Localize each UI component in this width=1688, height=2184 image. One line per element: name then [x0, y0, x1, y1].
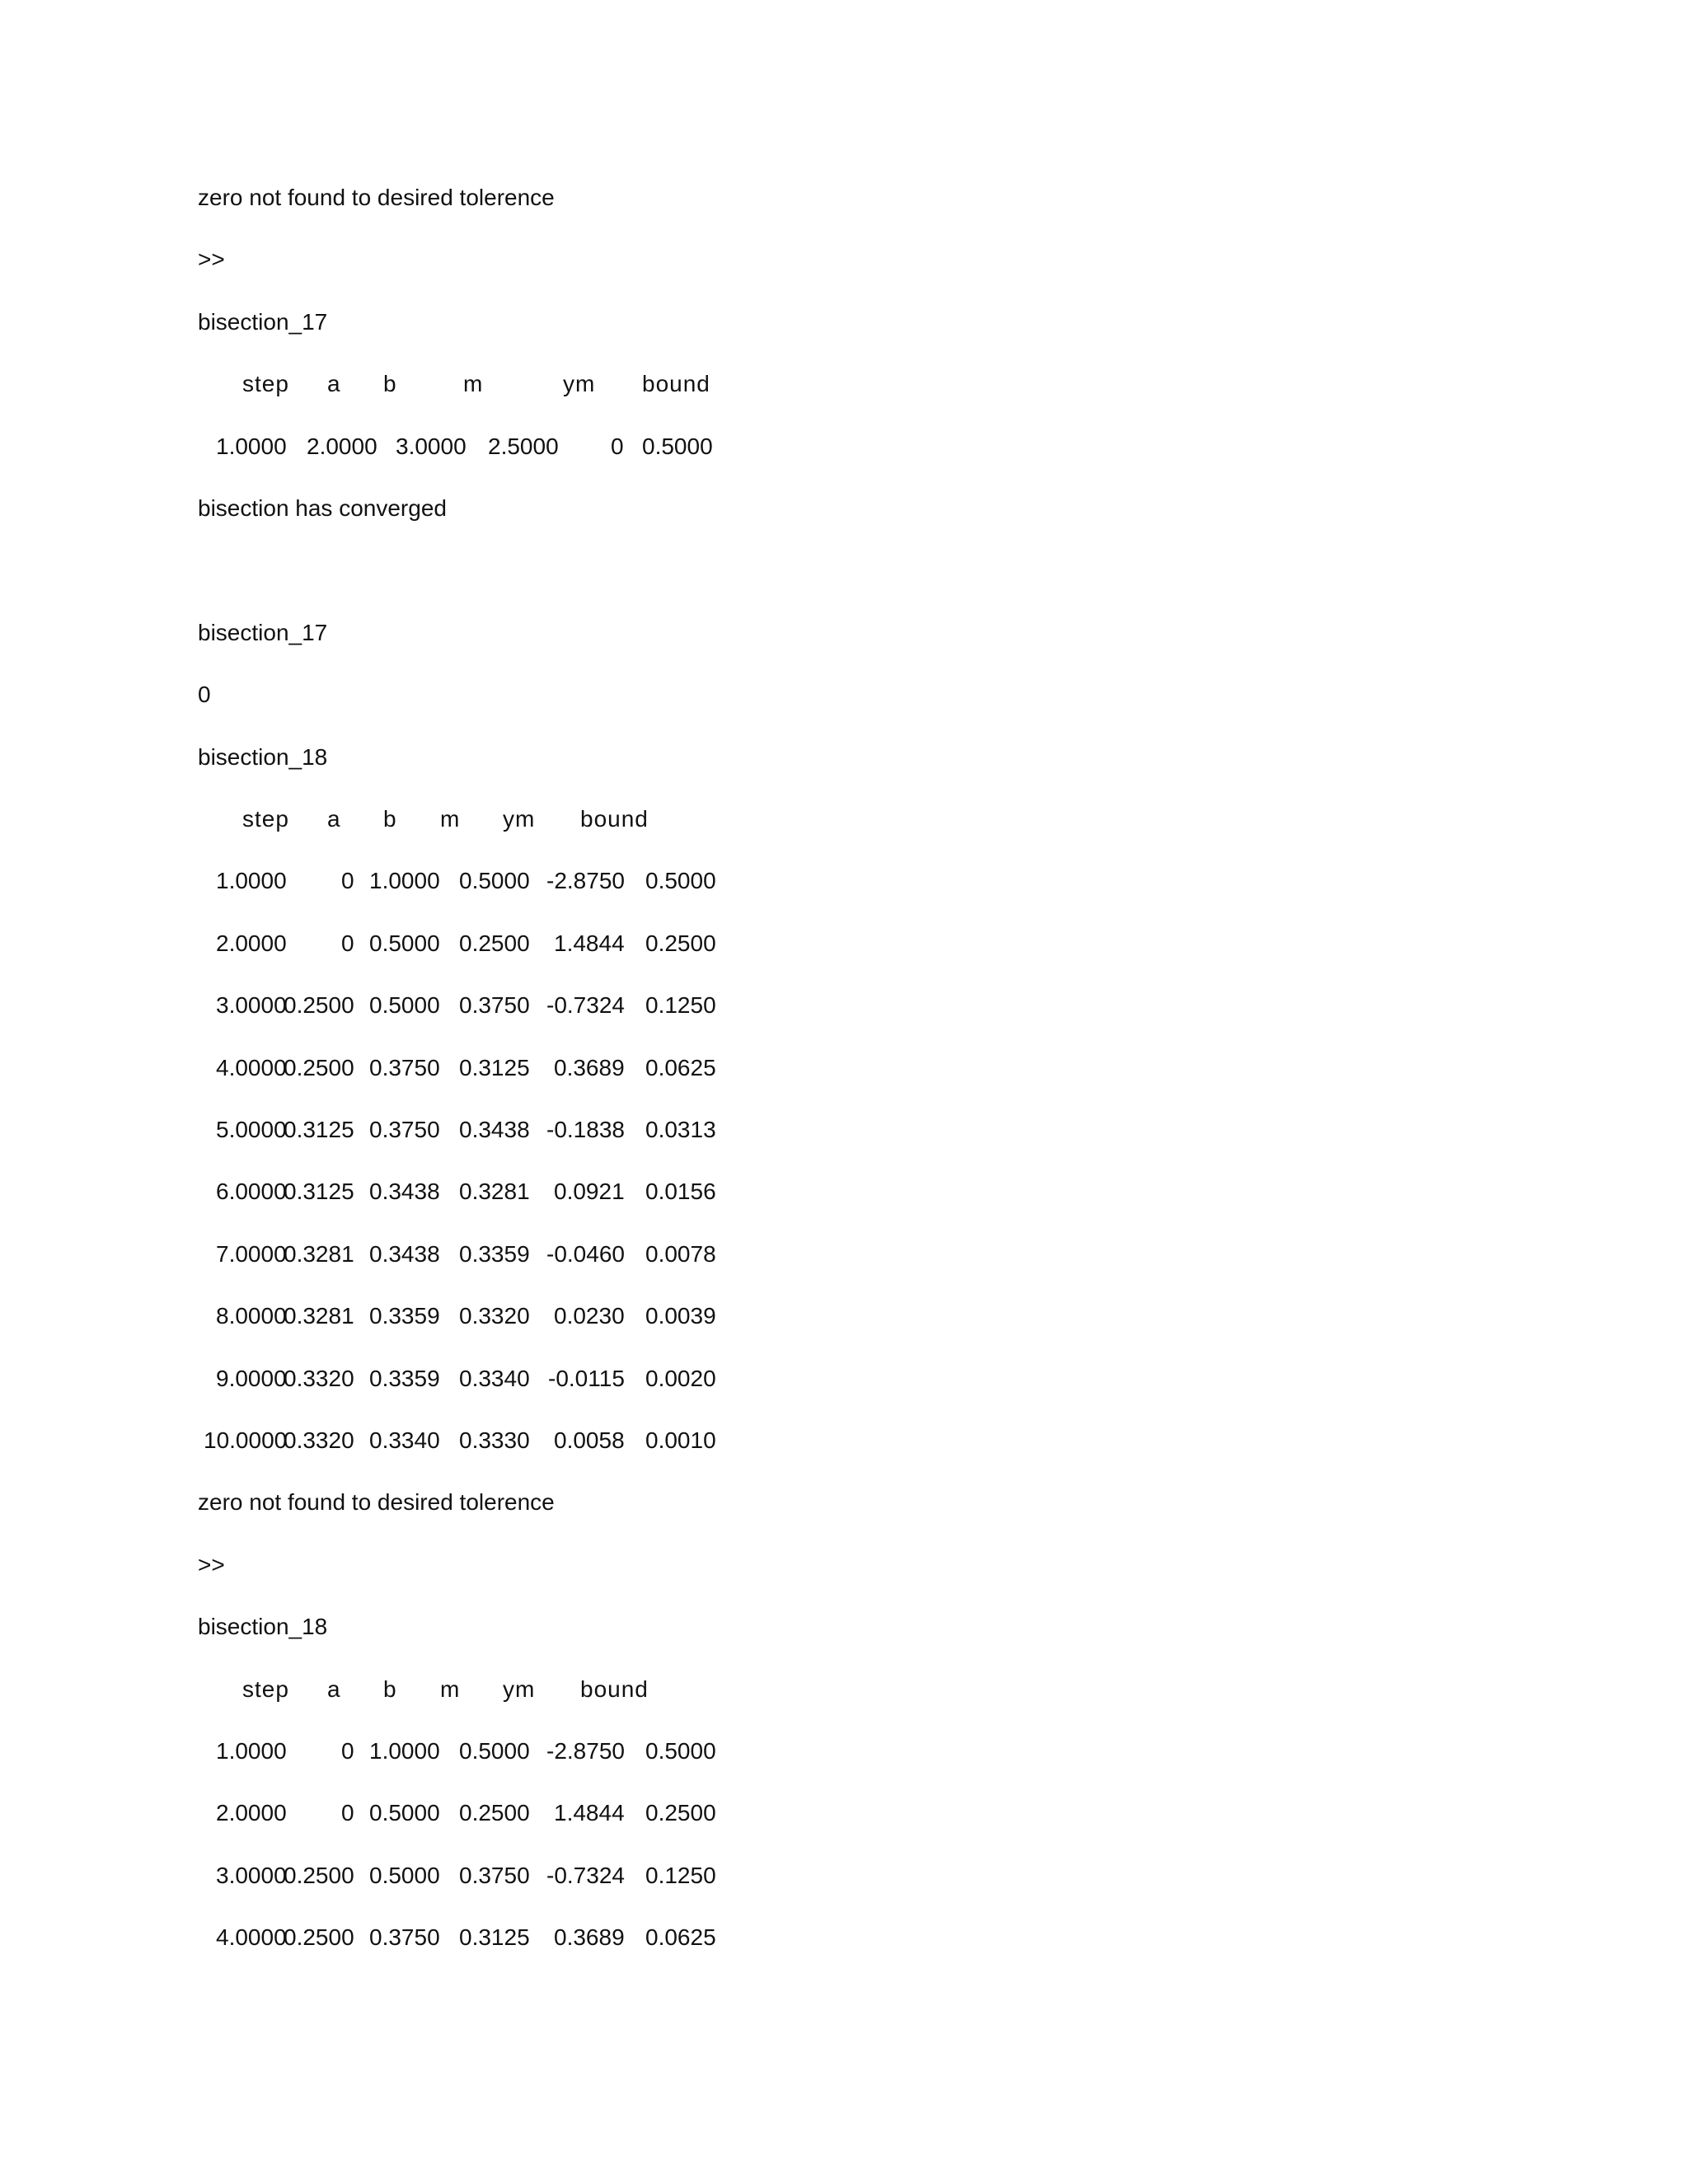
- text-line: bisection has converged: [198, 495, 447, 521]
- table-cell: 2.0000: [216, 930, 287, 956]
- table-cell: 0.0058: [554, 1427, 625, 1453]
- table-cell: 0.5000: [642, 433, 713, 459]
- table-cell: 0.1250: [645, 992, 716, 1019]
- table-cell: 0.3750: [459, 1862, 530, 1888]
- table-cell: 0.5000: [459, 1738, 530, 1764]
- table-cell: 0.3750: [459, 992, 530, 1019]
- table-cell: 0.5000: [645, 1738, 716, 1764]
- table-cell: 0.3359: [369, 1365, 440, 1391]
- table-cell: 0: [341, 930, 354, 956]
- text-line: bisection_18: [198, 743, 328, 770]
- table-cell: 0.3340: [459, 1365, 530, 1391]
- table-cell: 0.3750: [369, 1924, 440, 1951]
- table-cell: 3.0000: [216, 1862, 287, 1888]
- table-cell: 0.3689: [554, 1924, 625, 1951]
- table-cell: 1.4844: [554, 930, 625, 956]
- table-cell: 0: [341, 1800, 354, 1826]
- table-cell: 0.3359: [459, 1240, 530, 1267]
- table-cell: 0.3689: [554, 1054, 625, 1080]
- table-header-cell: a: [327, 1675, 341, 1702]
- table-header-cell: m: [463, 371, 484, 397]
- table-cell: 2.0000: [307, 433, 377, 459]
- table-cell: 0.3281: [459, 1179, 530, 1205]
- table-header-cell: ym: [503, 1675, 536, 1702]
- table-header-cell: bound: [580, 806, 649, 832]
- table-header-cell: b: [383, 806, 397, 832]
- text-line: zero not found to desired tolerence: [198, 185, 555, 210]
- table-cell: 0.1250: [645, 1862, 716, 1888]
- table-cell: 0.2500: [284, 1054, 354, 1080]
- table-cell: 1.0000: [216, 433, 287, 459]
- table-cell: 0.2500: [284, 992, 354, 1019]
- table-cell: -0.0115: [548, 1365, 625, 1391]
- table-cell: 0.0010: [645, 1427, 716, 1453]
- table-header-cell: bound: [642, 371, 710, 397]
- text-line: bisection_17: [198, 619, 328, 645]
- table-cell: 0.3320: [284, 1365, 354, 1391]
- table-cell: -2.8750: [546, 1738, 625, 1764]
- table-cell: 0: [611, 433, 624, 459]
- table-header-cell: b: [383, 1675, 397, 1702]
- table-cell: -0.7324: [546, 1862, 625, 1888]
- table-cell: 3.0000: [216, 992, 287, 1019]
- table-cell: 0.2500: [459, 930, 530, 956]
- table-cell: 4.0000: [216, 1054, 287, 1080]
- table-cell: 0.5000: [459, 868, 530, 894]
- table-cell: 5.0000: [216, 1117, 287, 1142]
- table-cell: -0.1838: [546, 1117, 625, 1142]
- table-header-cell: a: [327, 371, 341, 397]
- table-cell: 0.5000: [369, 1862, 440, 1888]
- table-cell: 0: [341, 1738, 354, 1764]
- text-line: >>: [198, 1551, 225, 1577]
- table-cell: 0.3438: [369, 1179, 440, 1205]
- table-cell: 0.3281: [284, 1303, 354, 1329]
- table-cell: 0.2500: [459, 1800, 530, 1826]
- table-cell: 0.3125: [284, 1179, 354, 1205]
- table-cell: 0.0078: [645, 1240, 716, 1267]
- table-cell: 0: [341, 868, 354, 894]
- table-cell: 0.0020: [645, 1365, 716, 1391]
- table-cell: 0.2500: [284, 1924, 354, 1951]
- table-cell: 3.0000: [396, 433, 467, 459]
- table-cell: 7.0000: [216, 1240, 287, 1267]
- table-cell: 8.0000: [216, 1303, 287, 1329]
- table-cell: 1.0000: [216, 1738, 287, 1764]
- table-cell: -0.7324: [546, 992, 625, 1019]
- table-cell: 0.5000: [645, 868, 716, 894]
- table-cell: 0.2500: [645, 930, 716, 956]
- table-cell: 1.0000: [369, 1738, 440, 1764]
- table-cell: 0.0313: [645, 1117, 716, 1142]
- table-cell: 0.3281: [284, 1240, 354, 1267]
- table-header-cell: bound: [580, 1675, 649, 1702]
- table-header-cell: m: [440, 1675, 461, 1702]
- table-cell: 10.0000: [204, 1427, 288, 1453]
- table-header-cell: step: [242, 371, 289, 397]
- table-header-cell: b: [383, 371, 397, 397]
- table-header-cell: step: [242, 806, 289, 832]
- table-cell: 0.3359: [369, 1303, 440, 1329]
- table-cell: 0.3125: [459, 1054, 530, 1080]
- table-cell: 0.5000: [369, 930, 440, 956]
- table-header-cell: ym: [503, 806, 536, 832]
- table-cell: 0.3438: [459, 1117, 530, 1142]
- text-line: 0: [198, 682, 211, 708]
- table-cell: 0.2500: [284, 1862, 354, 1888]
- table-cell: 0.2500: [645, 1800, 716, 1826]
- table-cell: -0.0460: [546, 1240, 625, 1267]
- table-cell: 0.3750: [369, 1054, 440, 1080]
- table-cell: 0.5000: [369, 1800, 440, 1826]
- table-cell: 6.0000: [216, 1179, 287, 1205]
- table-header-cell: step: [242, 1675, 289, 1702]
- table-header-cell: m: [440, 806, 461, 832]
- table-cell: 0.3320: [459, 1303, 530, 1329]
- text-line: >>: [198, 246, 225, 273]
- table-cell: 1.0000: [216, 868, 287, 894]
- table-cell: 9.0000: [216, 1365, 287, 1391]
- text-line: bisection_18: [198, 1614, 328, 1640]
- table-header-cell: a: [327, 806, 341, 832]
- table-cell: 2.0000: [216, 1800, 287, 1826]
- table-cell: 0.0156: [645, 1179, 716, 1205]
- table-cell: 0.0921: [554, 1179, 625, 1205]
- table-cell: 1.0000: [369, 868, 440, 894]
- table-cell: -2.8750: [546, 868, 625, 894]
- table-cell: 4.0000: [216, 1924, 287, 1951]
- table-cell: 0.3438: [369, 1240, 440, 1267]
- table-cell: 0.3330: [459, 1427, 530, 1453]
- table-cell: 0.3750: [369, 1117, 440, 1142]
- table-cell: 0.0230: [554, 1303, 625, 1329]
- table-cell: 2.5000: [488, 433, 559, 459]
- table-cell: 0.0625: [645, 1054, 716, 1080]
- table-header-cell: ym: [563, 371, 596, 397]
- table-cell: 0.3125: [459, 1924, 530, 1951]
- text-line: zero not found to desired tolerence: [198, 1489, 555, 1516]
- table-cell: 1.4844: [554, 1800, 625, 1826]
- table-cell: 0.3320: [284, 1427, 354, 1453]
- table-cell: 0.5000: [369, 992, 440, 1019]
- table-cell: 0.3340: [369, 1427, 440, 1453]
- text-line: bisection_17: [198, 308, 328, 335]
- table-cell: 0.0039: [645, 1303, 716, 1329]
- table-cell: 0.0625: [645, 1924, 716, 1951]
- table-cell: 0.3125: [284, 1117, 354, 1142]
